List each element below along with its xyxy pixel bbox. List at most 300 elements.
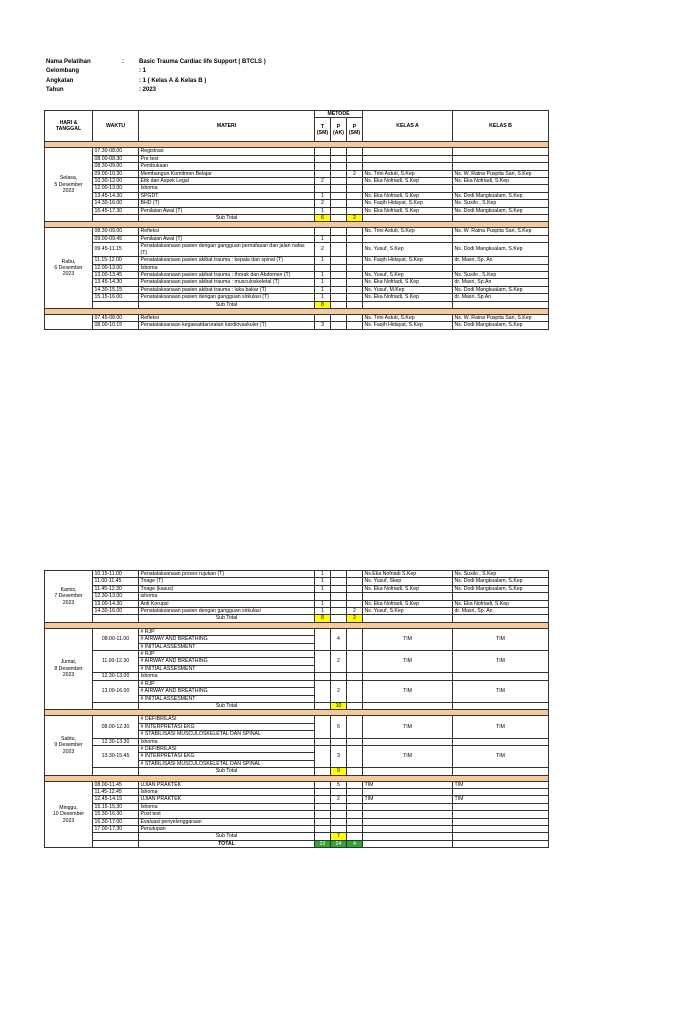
subtotal-p2 — [347, 702, 363, 709]
schedule-row — [45, 163, 549, 170]
class-a-cell — [363, 235, 453, 242]
time-cell: 08.00-11.00 — [93, 628, 139, 650]
total-p2: 4 — [347, 840, 363, 847]
method-t-cell — [315, 788, 331, 795]
material-cell: Etik dan Aspek Legal — [139, 178, 315, 185]
time-cell: 12.00-13.00 — [93, 185, 139, 192]
material-cell: # INITIAL ASSESMENT — [139, 695, 315, 702]
method-p-sm-cell — [347, 178, 363, 185]
material-cell: ishoma — [139, 593, 315, 600]
header-value: Basic Trauma Cardiac life Support ( BTCLS ) — [139, 59, 266, 65]
class-a-cell: TIM — [363, 781, 453, 788]
method-t-cell — [315, 826, 331, 833]
method-p-ak-cell — [331, 170, 347, 177]
time-cell: 13.30-15.45 — [93, 745, 139, 767]
method-t-cell: 2 — [315, 200, 331, 207]
time-cell: 12.30-13.00 — [93, 673, 139, 680]
class-a-cell — [363, 185, 453, 192]
material-cell: # RJP — [139, 680, 315, 687]
class-a-cell: Ns. Eka Nofriadi, S.Kep — [363, 600, 453, 607]
time-cell: 13.45-14.30 — [93, 192, 139, 199]
method-p-ak-cell — [331, 178, 347, 185]
class-a-cell: Ns. Faqih Hidayat, S.Kep — [363, 257, 453, 264]
class-a-cell — [363, 818, 453, 825]
method-t-cell — [315, 781, 331, 788]
material-cell: Evaluasi penyelenggaraan — [139, 818, 315, 825]
method-p-sm-cell — [347, 155, 363, 162]
class-b-cell — [453, 185, 549, 192]
class-a-cell — [363, 163, 453, 170]
class-a-cell — [363, 264, 453, 271]
material-cell: Penatalaksanaan pasien dengan gangguan sirkulasi (T) — [139, 294, 315, 301]
method-p-ak-cell — [331, 279, 347, 286]
col-material-header: MATERI — [139, 111, 315, 142]
time-cell: 12.00-13.00 — [93, 264, 139, 271]
subtotal-row — [45, 833, 549, 840]
subtotal-t: 8 — [315, 615, 331, 622]
time-cell: 09.00-09.45 — [93, 235, 139, 242]
class-b-cell: dr. Masri, Sp.An — [453, 279, 549, 286]
time-cell: 11.00-11.45 — [93, 578, 139, 585]
schedule-row — [45, 271, 549, 278]
time-cell: 11.00-12.30 — [93, 651, 139, 673]
method-t-cell — [315, 155, 331, 162]
schedule-row — [45, 585, 549, 592]
material-cell: Ishoma — [139, 803, 315, 810]
schedule-row — [45, 207, 549, 214]
method-p-sm-cell — [347, 200, 363, 207]
class-a-cell: Ns. Eka Nofriadi, S.Kep — [363, 207, 453, 214]
method-t-cell — [315, 803, 331, 810]
subtotal-label: Sub Total — [139, 615, 315, 622]
header-label: Angkatan — [46, 77, 74, 84]
material-cell: BHD (T) — [139, 200, 315, 207]
material-cell: # INITIAL ASSESMENT — [139, 665, 315, 672]
method-p-sm-cell — [347, 207, 363, 214]
time-cell: 13.00-16.00 — [93, 680, 139, 702]
subtotal-p2 — [347, 768, 363, 775]
method-t-cell: 1 — [315, 578, 331, 585]
class-a-cell: Ns. Eka Nofriadi, S.Kep — [363, 192, 453, 199]
time-cell: 07.30-08.00 — [93, 148, 139, 155]
schedule-row — [45, 279, 549, 286]
method-p-ak-cell — [331, 163, 347, 170]
method-p-sm-cell — [347, 235, 363, 242]
method-t-cell: 1 — [315, 235, 331, 242]
class-a-cell: TIM — [363, 796, 453, 803]
method-t-cell: 1 — [315, 192, 331, 199]
time-cell: 08.00-10.15 — [93, 322, 139, 329]
block-row — [45, 716, 549, 723]
class-b-cell: Ns. Dodi Mangkualam, S.Kep — [453, 207, 549, 214]
method-p-ak-cell: 2 — [331, 651, 347, 673]
material-cell: Post test — [139, 811, 315, 818]
schedule-row — [45, 243, 549, 257]
class-b-cell — [453, 148, 549, 155]
class-b-cell: Ns. W. Ratna Puspita Sari, S.Kep — [453, 170, 549, 177]
material-cell: Pembukaan — [139, 163, 315, 170]
method-p-ak-cell — [331, 192, 347, 199]
method-p-ak-cell — [331, 294, 347, 301]
subtotal-label: Sub Total — [139, 768, 315, 775]
class-b-cell: Ns. Eka Nofriadi, S.Kep — [453, 178, 549, 185]
schedule-row — [45, 600, 549, 607]
material-cell: # STABILISASI MUSCULOSKELETAL DAN SPINAL — [139, 760, 315, 767]
header-field — [46, 58, 266, 67]
material-cell: Ishoma — [139, 185, 315, 192]
class-b-cell: Ns. W. Ratna Puspita Sari, S.Kep — [453, 314, 549, 321]
method-t-cell: 1 — [315, 571, 331, 578]
method-t-cell — [315, 264, 331, 271]
schedule-row — [45, 170, 549, 177]
block-row — [45, 673, 549, 680]
material-cell: Refleksi — [139, 314, 315, 321]
class-a-cell: Ns. Trini Astuti, S.Kep — [363, 314, 453, 321]
method-p-ak-cell — [331, 185, 347, 192]
class-b-cell: Ns. Dodi Mangkualam, S.Kep — [453, 243, 549, 257]
block-row — [45, 680, 549, 687]
class-a-cell: Ns. Yusuf, M.Kep — [363, 286, 453, 293]
method-p-sm-cell — [347, 788, 363, 795]
class-a-cell: Ns. Eka Nofriadi, S.Kep — [363, 585, 453, 592]
subtotal-p2: 2 — [347, 215, 363, 222]
method-t-cell: 1 — [315, 271, 331, 278]
method-p-sm-cell — [347, 571, 363, 578]
time-cell: 15.15-16.00 — [93, 294, 139, 301]
method-p-sm-cell — [347, 796, 363, 803]
schedule-row — [45, 818, 549, 825]
method-p-ak-cell: 6 — [331, 716, 347, 738]
class-b-cell: TIM — [453, 628, 549, 650]
material-cell: Ishoma — [139, 673, 315, 680]
schedule-row — [45, 811, 549, 818]
method-p-sm-cell — [347, 271, 363, 278]
schedule-row — [45, 314, 549, 321]
time-cell: 08.30-09.00 — [93, 228, 139, 235]
method-p-ak-cell — [331, 314, 347, 321]
material-cell: Penatalaksanaan pasien akibat trauma : kepala dan spinal (T) — [139, 257, 315, 264]
method-t-cell: 1 — [315, 286, 331, 293]
material-cell: SPGDT — [139, 192, 315, 199]
schedule-row — [45, 608, 549, 615]
col-class-b-header: KELAS B — [453, 111, 549, 142]
time-cell: 09.45-11.15 — [93, 243, 139, 257]
time-cell: 13.00-14.30 — [93, 600, 139, 607]
class-a-cell — [363, 155, 453, 162]
method-p-ak-cell — [331, 788, 347, 795]
class-a-cell — [363, 811, 453, 818]
header-colon: : — [122, 59, 124, 65]
class-a-cell: TIM — [363, 651, 453, 673]
class-b-cell: TIM — [453, 745, 549, 767]
material-cell: # AIRWAY AND BREATHING — [139, 688, 315, 695]
time-cell: 13.00-13.45 — [93, 271, 139, 278]
schedule-table-page-1 — [44, 110, 549, 330]
material-cell: Penutupan — [139, 826, 315, 833]
material-cell: # INTERPRETASI EKG — [139, 723, 315, 730]
col-t-header: T (SM) — [315, 118, 331, 142]
schedule-row — [45, 148, 549, 155]
class-b-cell: Ns. Dodi Mangkualam, S.Kep — [453, 578, 549, 585]
class-b-cell: dr. Masri, Sp. An — [453, 608, 549, 615]
schedule-row — [45, 796, 549, 803]
col-method-header: METODE — [315, 111, 363, 118]
method-t-cell: 2 — [315, 243, 331, 257]
material-cell: # STABILISASI MUSCULOSKELETAL DAN SPINAL — [139, 731, 315, 738]
schedule-row — [45, 294, 549, 301]
header-value: : 2023 — [139, 87, 157, 94]
method-p-ak-cell: 5 — [331, 781, 347, 788]
class-b-cell — [453, 788, 549, 795]
material-cell: Penatalaksanaan kegawatdaruratan kardiovaskuler (T) — [139, 322, 315, 329]
schedule-row — [45, 192, 549, 199]
class-b-cell — [453, 803, 549, 810]
method-p-sm-cell — [347, 192, 363, 199]
schedule-row — [45, 200, 549, 207]
subtotal-p1: 9 — [331, 768, 347, 775]
material-cell: Penilaian Awal (T) — [139, 235, 315, 242]
subtotal-t — [315, 768, 331, 775]
class-a-cell — [363, 148, 453, 155]
class-b-cell: TIM — [453, 651, 549, 673]
material-cell: Pre test — [139, 155, 315, 162]
material-cell: Penatalaksanaan pasien akibat trauma : musculoskeletal (T) — [139, 279, 315, 286]
class-a-cell: Ns. Yusuf, Skep — [363, 578, 453, 585]
method-p-ak-cell — [331, 243, 347, 257]
class-a-cell: Ns. Faqih Hidayat, S.Kep — [363, 322, 453, 329]
subtotal-label: Sub Total — [139, 702, 315, 709]
method-p-ak-cell — [331, 585, 347, 592]
material-cell: Triage (T) — [139, 578, 315, 585]
method-p-ak-cell: 2 — [331, 680, 347, 702]
schedule-row — [45, 788, 549, 795]
subtotal-row — [45, 615, 549, 622]
header-field — [46, 77, 266, 86]
schedule-row — [45, 593, 549, 600]
material-cell: Membangun Komitmen Belajar — [139, 170, 315, 177]
material-cell: # RJP — [139, 628, 315, 635]
time-cell: 12.30-13.00 — [93, 593, 139, 600]
material-cell: Ishoma — [139, 264, 315, 271]
schedule-row — [45, 228, 549, 235]
class-a-cell: Ns. Trini Astuti, S.Kep — [363, 228, 453, 235]
material-cell: UJIAN PRAKTEK — [139, 796, 315, 803]
header-label: Tahun — [46, 87, 64, 94]
method-t-cell — [315, 796, 331, 803]
method-p-sm-cell — [347, 826, 363, 833]
class-a-cell: Ns. Eka Nofriadi, S.Kep — [363, 178, 453, 185]
method-p-sm-cell — [347, 279, 363, 286]
class-b-cell: Ns. Eka Nofriadi, S.Kep — [453, 600, 549, 607]
class-b-cell — [453, 673, 549, 680]
method-p-ak-cell — [331, 264, 347, 271]
method-p-ak-cell — [331, 600, 347, 607]
day-cell: Minggu, 10 Desember 2023 — [45, 781, 93, 848]
method-p-ak-cell — [331, 826, 347, 833]
material-cell: Triage (kasus) — [139, 585, 315, 592]
class-a-cell — [363, 788, 453, 795]
time-cell: 14.30-15.15 — [93, 286, 139, 293]
method-t-cell: 1 — [315, 600, 331, 607]
class-a-cell: Ns. Yusuf, S.Kep — [363, 243, 453, 257]
method-t-cell: 1 — [315, 257, 331, 264]
schedule-row — [45, 571, 549, 578]
class-b-cell: Ns. Dodi Mangkualam, S.Kep — [453, 286, 549, 293]
header-value: : 1 ( Kelas A & Kelas B ) — [139, 77, 207, 84]
class-b-cell — [453, 155, 549, 162]
class-a-cell — [363, 826, 453, 833]
class-b-cell: Ns. Dodi Mangkualam, S.Kep — [453, 322, 549, 329]
method-p-sm-cell — [347, 314, 363, 321]
class-b-cell: Ns. W. Ratna Puspita Sari, S.Kep — [453, 228, 549, 235]
time-cell: 12.30-13.30 — [93, 738, 139, 745]
method-p-ak-cell — [331, 207, 347, 214]
material-cell: Penatalaksanaan pasien dengan gangguan sirkulasi — [139, 608, 315, 615]
class-a-cell — [363, 803, 453, 810]
method-t-cell: 1 — [315, 207, 331, 214]
class-b-cell: TIM — [453, 781, 549, 788]
method-p-sm-cell — [347, 228, 363, 235]
class-b-cell: Ns. Susilo , S.Kep — [453, 571, 549, 578]
subtotal-label: Sub Total — [139, 833, 315, 840]
method-t-cell — [315, 314, 331, 321]
subtotal-p1 — [331, 301, 347, 308]
method-t-cell: 1 — [315, 608, 331, 615]
material-cell: UJIAN PRAKTEK — [139, 781, 315, 788]
header-colon — [122, 67, 139, 76]
class-a-cell: Ns. Faqih Hidayat, S.Kep — [363, 200, 453, 207]
material-cell: # RJP — [139, 651, 315, 658]
method-p-sm-cell — [347, 578, 363, 585]
material-cell: Ishoma — [139, 788, 315, 795]
class-a-cell: TIM — [363, 680, 453, 702]
class-b-cell — [453, 235, 549, 242]
time-cell: 08.00-11.45 — [93, 781, 139, 788]
method-p-sm-cell: 2 — [347, 170, 363, 177]
material-cell: Penatalaksanaan pasien akibat trauma : thorak dan Abdomen (T) — [139, 271, 315, 278]
class-a-cell — [363, 673, 453, 680]
schedule-table-page-2 — [44, 570, 549, 848]
col-class-a-header: KELAS A — [363, 111, 453, 142]
method-p-ak-cell — [331, 235, 347, 242]
time-cell: 17.00-17.30 — [93, 826, 139, 833]
subtotal-t — [315, 702, 331, 709]
method-p-ak-cell — [331, 811, 347, 818]
class-a-cell: Ns.Eka Nofriadi S.Kep — [363, 571, 453, 578]
method-t-cell — [315, 228, 331, 235]
subtotal-p2 — [347, 833, 363, 840]
subtotal-row — [45, 301, 549, 308]
material-cell: Ishoma — [139, 738, 315, 745]
material-cell: # INTERPRETASI EKG — [139, 753, 315, 760]
total-t: 22 — [315, 840, 331, 847]
method-p-ak-cell — [331, 148, 347, 155]
method-p-sm-cell — [347, 148, 363, 155]
material-cell: Refleksi — [139, 228, 315, 235]
header-field — [46, 67, 266, 76]
subtotal-p1: 7 — [331, 833, 347, 840]
time-cell: 11.15-12.00 — [93, 257, 139, 264]
time-cell: 07.45-08.00 — [93, 314, 139, 321]
method-t-cell: 1 — [315, 279, 331, 286]
material-cell: # AIRWAY AND BREATHING — [139, 658, 315, 665]
time-cell: 08.00-08.30 — [93, 155, 139, 162]
schedule-row — [45, 803, 549, 810]
material-cell: Penatalaksanaan proses rujukan (T) — [139, 571, 315, 578]
block-row — [45, 745, 549, 752]
class-a-cell: Ns. Eka Nofriadi, S.Kep — [363, 279, 453, 286]
schedule-row — [45, 578, 549, 585]
method-p-sm-cell — [347, 264, 363, 271]
time-cell: 09.00-10.30 — [93, 170, 139, 177]
header-label: Gelombang — [46, 68, 80, 75]
method-p-ak-cell — [331, 608, 347, 615]
time-cell: 16.30-17.00 — [93, 818, 139, 825]
material-cell: Penilaian Awal (T) — [139, 207, 315, 214]
time-cell: 08.30-09.00 — [93, 163, 139, 170]
subtotal-label: Sub Total — [139, 301, 315, 308]
schedule-row — [45, 178, 549, 185]
subtotal-row — [45, 768, 549, 775]
material-cell: Penatalaksanaan pasien dengan gangguan pernafasan dan jalan nafas (T) — [139, 243, 315, 257]
block-row — [45, 651, 549, 658]
class-b-cell — [453, 818, 549, 825]
class-a-cell: TIM — [363, 745, 453, 767]
header-colon — [122, 86, 139, 95]
schedule-row — [45, 155, 549, 162]
training-header — [46, 58, 266, 96]
total-label: TOTAL — [139, 840, 315, 847]
time-cell: 15.30-16.30 — [93, 811, 139, 818]
method-p-ak-cell: 3 — [331, 745, 347, 767]
method-p-ak-cell — [331, 818, 347, 825]
class-b-cell — [453, 826, 549, 833]
total-p1: 24 — [331, 840, 347, 847]
method-p-sm-cell — [347, 257, 363, 264]
method-p-ak-cell — [331, 200, 347, 207]
col-time-header: WAKTU — [93, 111, 139, 142]
method-p-sm-cell — [347, 322, 363, 329]
subtotal-t — [315, 833, 331, 840]
class-a-cell: Ns. Trini Astuti, S.Kep — [363, 170, 453, 177]
material-cell: Penatalaksanaan pasien akibat trauma : luka bakar (T) — [139, 286, 315, 293]
class-a-cell: TIM — [363, 716, 453, 738]
method-t-cell — [315, 811, 331, 818]
method-t-cell — [315, 593, 331, 600]
material-cell: # DEFIBRILASI — [139, 716, 315, 723]
class-b-cell: TIM — [453, 796, 549, 803]
method-p-ak-cell: 4 — [331, 628, 347, 650]
day-cell: Sabtu, 9 Desember 2023 — [45, 716, 93, 775]
method-p-sm-cell — [347, 593, 363, 600]
schedule-row — [45, 264, 549, 271]
method-t-cell: 1 — [315, 585, 331, 592]
time-cell: 14.30-16.00 — [93, 608, 139, 615]
material-cell: Anti Korupsi — [139, 600, 315, 607]
class-b-cell: TIM — [453, 680, 549, 702]
subtotal-p1: 10 — [331, 702, 347, 709]
class-b-cell: Ns. Susilo , S.Kep — [453, 200, 549, 207]
method-p-ak-cell — [331, 578, 347, 585]
subtotal-p1 — [331, 215, 347, 222]
header-colon — [122, 77, 139, 86]
schedule-row — [45, 286, 549, 293]
method-t-cell — [315, 170, 331, 177]
method-t-cell — [315, 148, 331, 155]
method-p-ak-cell — [331, 738, 347, 745]
subtotal-p2 — [347, 301, 363, 308]
time-cell: 15.15-15.30 — [93, 803, 139, 810]
